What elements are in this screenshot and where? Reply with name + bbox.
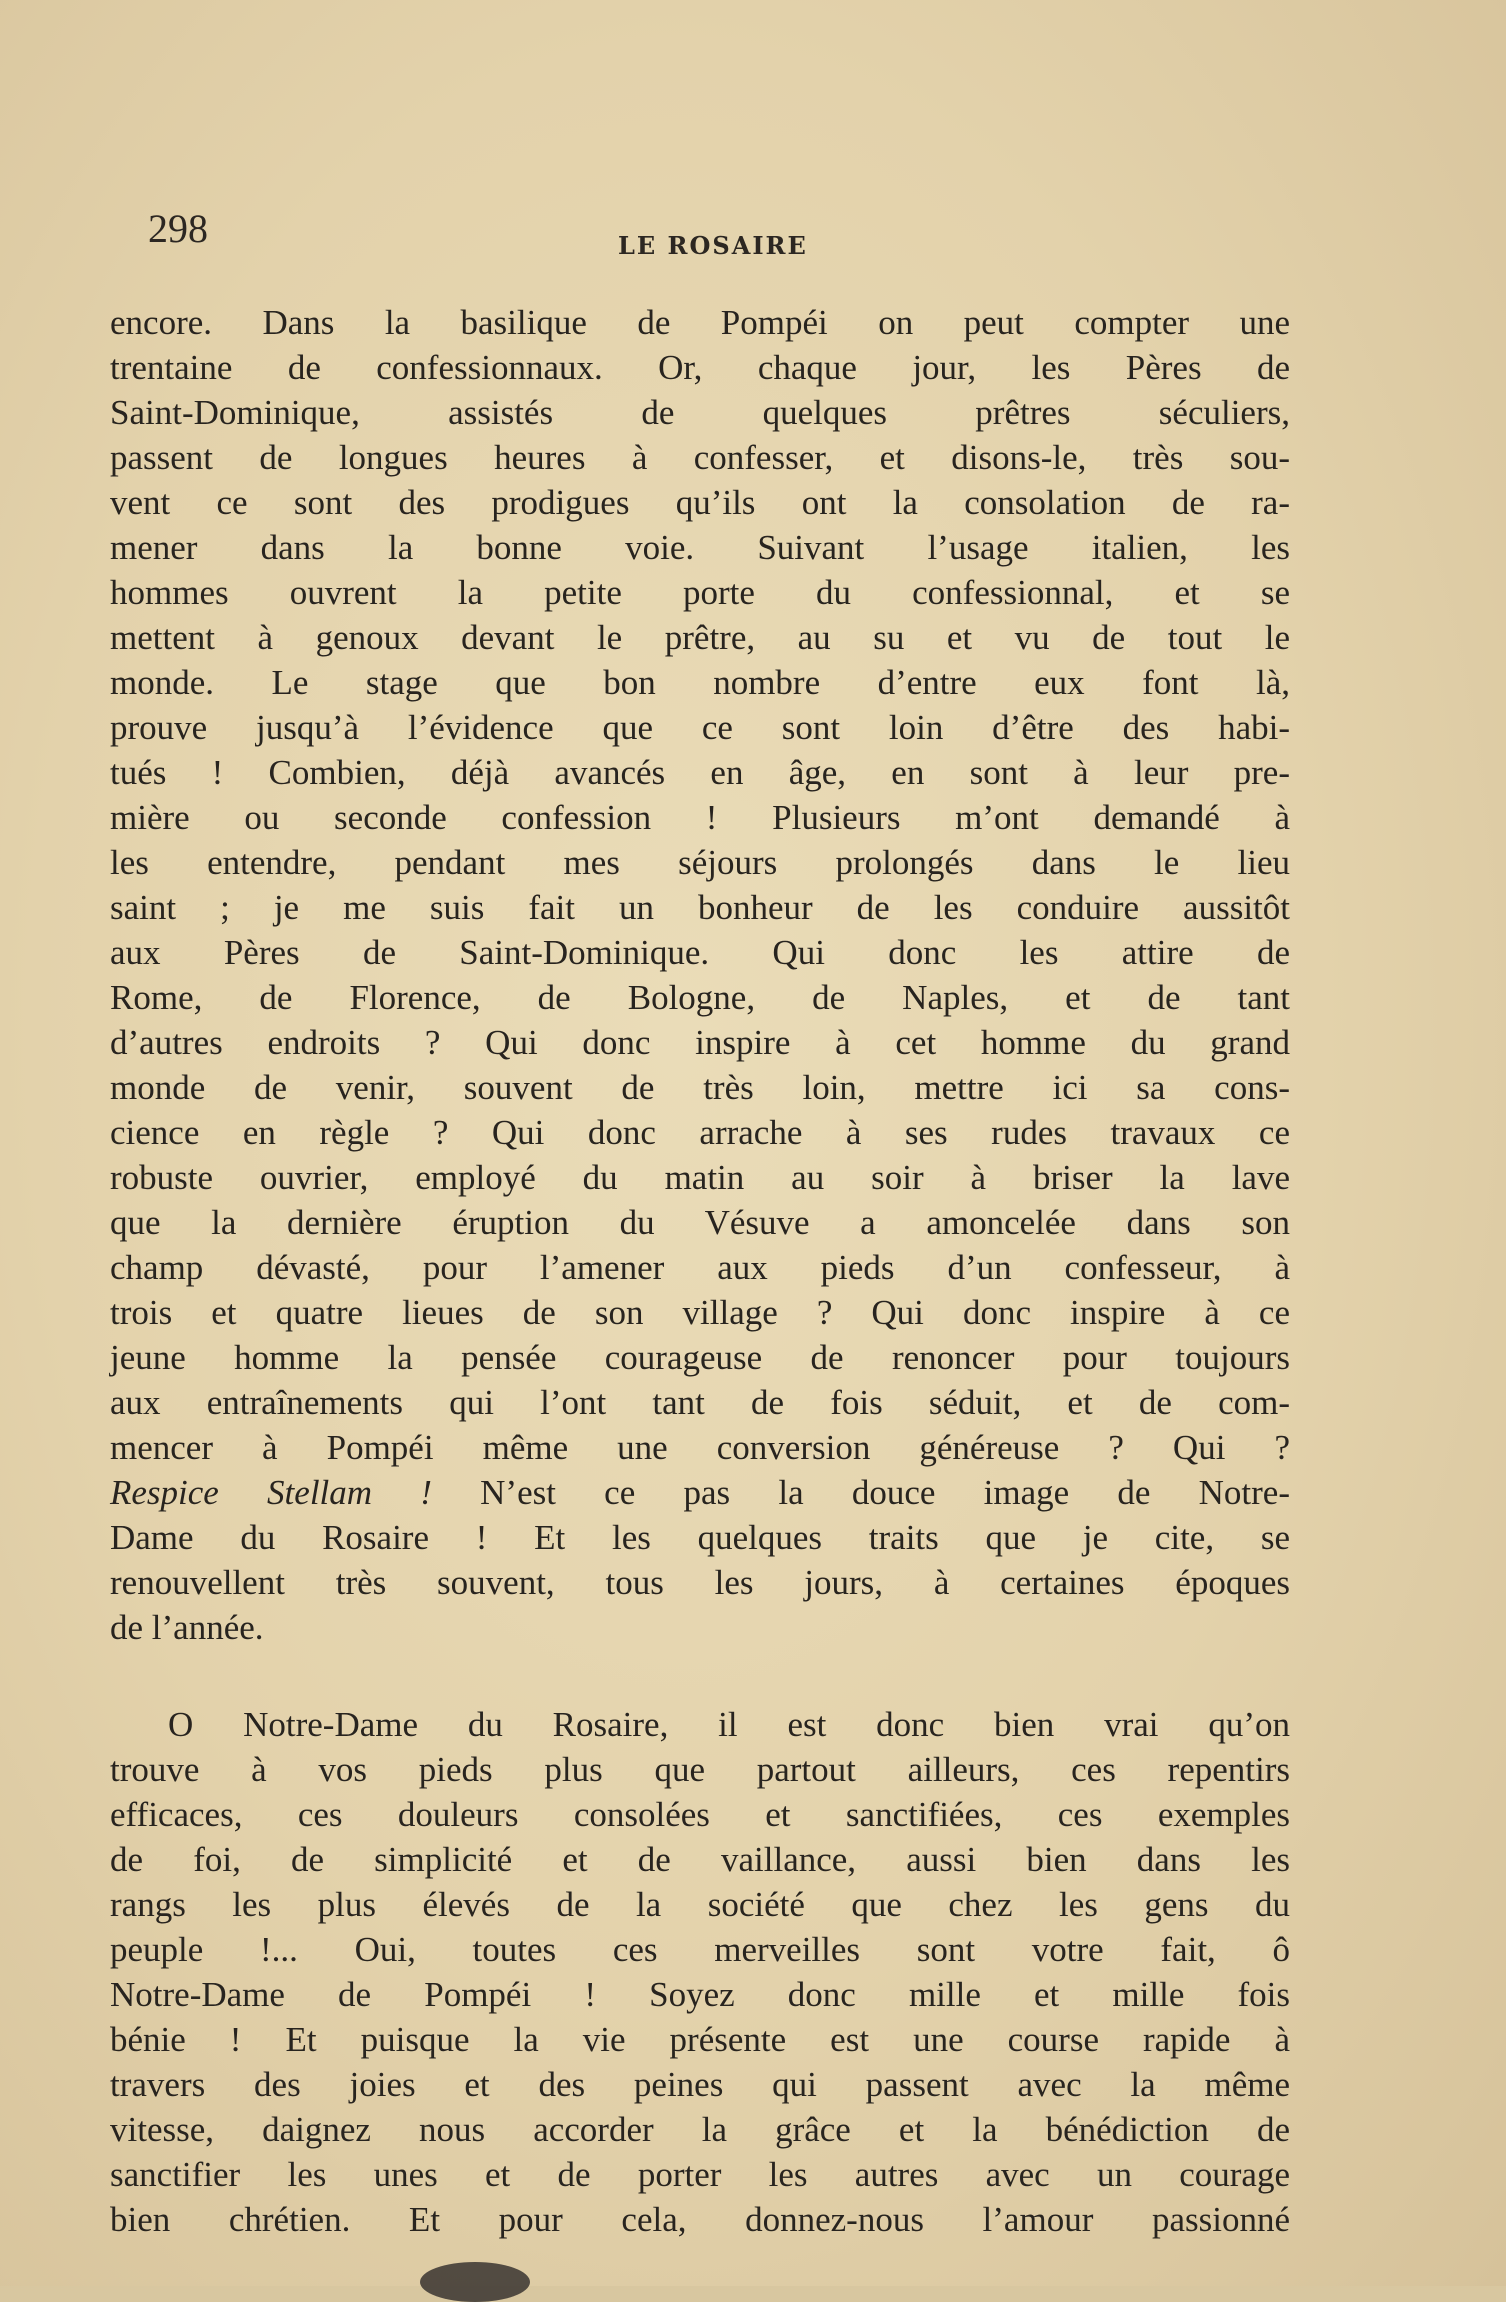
page-header [148, 205, 1278, 265]
paragraph-1 [110, 300, 1290, 1650]
text-line: encore. Dans la basilique de Pompéi on peut compter une [110, 303, 1290, 342]
text-line: d’autres endroits ? Qui donc inspire à cet homme du grand [110, 1023, 1290, 1062]
text-line: rangs les plus élevés de la société que chez les gens du [110, 1885, 1290, 1924]
text-line: champ dévasté, pour l’amener aux pieds d’un confesseur, à [110, 1248, 1290, 1287]
text-line: mettent à genoux devant le prêtre, au su et vu de tout le [110, 618, 1290, 657]
running-title: LE ROSAIRE [618, 231, 808, 260]
text-line: prouve jusqu’à l’évidence que ce sont loin d’être des habi- [110, 708, 1290, 747]
text-line: jeune homme la pensée courageuse de renoncer pour toujours [110, 1338, 1290, 1377]
text-line: saint ; je me suis fait un bonheur de les conduire aussitôt [110, 888, 1290, 927]
text-line: de foi, de simplicité et de vaillance, aussi bien dans les [110, 1840, 1290, 1879]
text-line: Notre-Dame de Pompéi ! Soyez donc mille et mille fois [110, 1975, 1290, 2014]
text-line: mener dans la bonne voie. Suivant l’usage italien, les [110, 528, 1290, 567]
text-line: trois et quatre lieues de son village ? Qui donc inspire à ce [110, 1293, 1290, 1332]
text-line: tués ! Combien, déjà avancés en âge, en sont à leur pre- [110, 753, 1290, 792]
text-line: de l’année. [110, 1608, 264, 1647]
text-line: monde. Le stage que bon nombre d’entre eux font là, [110, 663, 1290, 702]
text-line: Rome, de Florence, de Bologne, de Naples, et de tant [110, 978, 1290, 1017]
text-line: mière ou seconde confession ! Plusieurs m’ont demandé à [110, 798, 1290, 837]
text-line: trentaine de confessionnaux. Or, chaque jour, les Pères de [110, 348, 1290, 387]
text-line: O Notre-Dame du Rosaire, il est donc bien vrai qu’on [168, 1705, 1290, 1744]
text-line: que la dernière éruption du Vésuve a amoncelée dans son [110, 1203, 1290, 1242]
text-line-latin [110, 1470, 1290, 1515]
text-line: travers des joies et des peines qui passent avec la même [110, 2065, 1290, 2104]
text-line: cience en règle ? Qui donc arrache à ses rudes travaux ce [110, 1113, 1290, 1152]
text-line: efficaces, ces douleurs consolées et sanctifiées, ces exemples [110, 1795, 1290, 1834]
text-line: bénie ! Et puisque la vie présente est une course rapide à [110, 2020, 1290, 2059]
text-line: les entendre, pendant mes séjours prolongés dans le lieu [110, 843, 1290, 882]
text-line: renouvellent très souvent, tous les jours, à certaines époques [110, 1563, 1290, 1602]
latin-phrase: Respice Stellam ! [110, 1473, 432, 1512]
text-line: bien chrétien. Et pour cela, donnez-nous l’amour passionné [110, 2200, 1290, 2239]
text-line: mencer à Pompéi même une conversion généreuse ? Qui ? [110, 1428, 1290, 1467]
text-line: sanctifier les unes et de porter les autres avec un courage [110, 2155, 1290, 2194]
ink-stain [420, 2262, 530, 2302]
text-line: aux Pères de Saint-Dominique. Qui donc les attire de [110, 933, 1290, 972]
paragraph-2 [110, 1702, 1290, 2242]
page-number: 298 [148, 206, 208, 251]
text-line: aux entraînements qui l’ont tant de fois séduit, et de com- [110, 1383, 1290, 1422]
text-line: trouve à vos pieds plus que partout ailleurs, ces repentirs [110, 1750, 1290, 1789]
text-line: vent ce sont des prodigues qu’ils ont la consolation de ra- [110, 483, 1290, 522]
text-line: robuste ouvrier, employé du matin au soir à briser la lave [110, 1158, 1290, 1197]
text-line: peuple !... Oui, toutes ces merveilles sont votre fait, ô [110, 1930, 1290, 1969]
text-line: vitesse, daignez nous accorder la grâce et la bénédiction de [110, 2110, 1290, 2149]
text-line: Saint-Dominique, assistés de quelques prêtres séculiers, [110, 393, 1290, 432]
text-line: passent de longues heures à confesser, et disons-le, très sou- [110, 438, 1290, 477]
text-line: hommes ouvrent la petite porte du confessionnal, et se [110, 573, 1290, 612]
text-line: Dame du Rosaire ! Et les quelques traits que je cite, se [110, 1518, 1290, 1557]
body-text [110, 300, 1290, 2242]
text-line: monde de venir, souvent de très loin, mettre ici sa cons- [110, 1068, 1290, 1107]
text-line-rest: N’est ce pas la douce image de Notre- [431, 1473, 1290, 1512]
